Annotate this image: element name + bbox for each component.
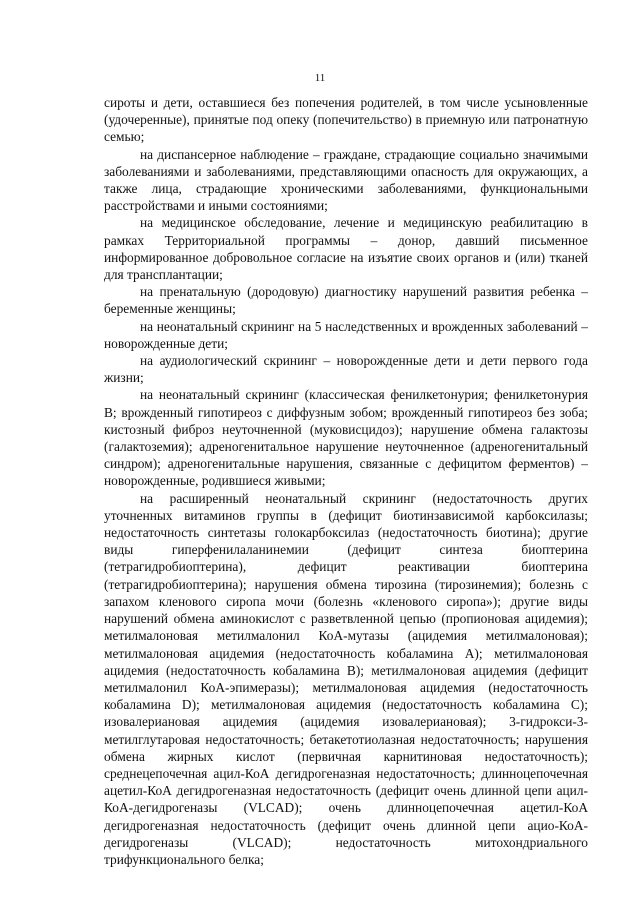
body-text	[104, 94, 588, 868]
paragraph-neonatal-screening: на неонатальный скрининг (классическая фенилкетонурия; фенилкетонурия В; врожденный гипотиреоз с диффузным зобом; врожденный гипотиреоз без зоба; кистозный фиброз неуточненной (муковисцидоз); нарушение обмена галактозы (галактоземия); адреногенитальное нарушение неуточненное (адреногенитальный синдром); адреногенитальные нарушения, связанные с дефицитом ферментов) – новорожденные, родившиеся живыми;	[104, 387, 588, 489]
paragraph-neonatal-5: на неонатальный скрининг на 5 наследственных и врожденных заболеваний – новорожденные дети;	[104, 318, 588, 351]
page-number: 11	[314, 72, 326, 84]
paragraph-orphans: сироты и дети, оставшиеся без попечения родителей, в том числе усыновленные (удочеренные), принятые под опеку (попечительство) в приемную или патронатную семью;	[104, 95, 588, 145]
paragraph-prenatal: на пренатальную (дородовую) диагностику нарушений развития ребенка – беременные женщины;	[104, 284, 588, 317]
paragraph-extended-screening: на расширенный неонатальный скрининг (недостаточность других уточненных витаминов группы в (дефицит биотинзависимой карбоксилазы; недостаточность синтетазы голокарбоксилаз (недостаточность биотина); другие виды гиперфенилаланинемии (дефицит синтеза биоптерина (тетрагидробиоптерина), дефицит реактивации биоптерина (тетрагидробиоптерина); нарушения обмена тирозина (тирозинемия); болезнь с запахом кленового сиропа мочи (болезнь «кленового сиропа»); другие виды нарушений обмена аминокислот с разветвленной цепью (пропионовая ацидемия); метилмалоновая метилмалонил КоА-мутазы (ацидемия метилмалоновая); метилмалоновая ацидемия (недостаточность кобаламина А); метилмалоновая ацидемия (недостаточность кобаламина В); метилмалоновая ацидемия (дефицит метилмалонил КоА-эпимеразы); метилмалоновая ацидемия (недостаточность кобаламина D); метилмалоновая ацидемия (недостаточность кобаламина С); изовалериановая ацидемия (ацидемия изовалериановая); 3-гидрокси-3-метилглутаровая недостаточность; бетакетотиолазная недостаточность; нарушения обмена жирных кислот (первичная карнитиновая недостаточность); среднецепочечная ацил-КоА дегидрогеназная недостаточность; длинноцепочечная ацетил-КоА дегидрогеназная недостаточность (дефицит очень длинной цепи ацил-КоА-дегидрогеназы (VLCAD); очень длинноцепочечная ацетил-КоА дегидрогеназная недостаточность (дефицит очень длинной цепи ацио-КоА-дегидрогеназы (VLCAD); недостаточность митохондриального трифункционального белка;	[104, 490, 588, 867]
paragraph-donor: на медицинское обследование, лечение и медицинскую реабилитацию в рамках Территориальной программы – донор, давший письменное информированное добровольное согласие на изъятие своих органов и (или) тканей для трансплантации;	[104, 215, 588, 283]
paragraph-dispensary: на диспансерное наблюдение – граждане, страдающие социально значимыми заболеваниями и заболеваниями, представляющими опасность для окружающих, а также лица, страдающие хроническими заболеваниями, функциональными расстройствами и иными состояниями;	[104, 146, 588, 214]
paragraph-audiology: на аудиологический скрининг – новорожденные дети и дети первого года жизни;	[104, 353, 588, 386]
